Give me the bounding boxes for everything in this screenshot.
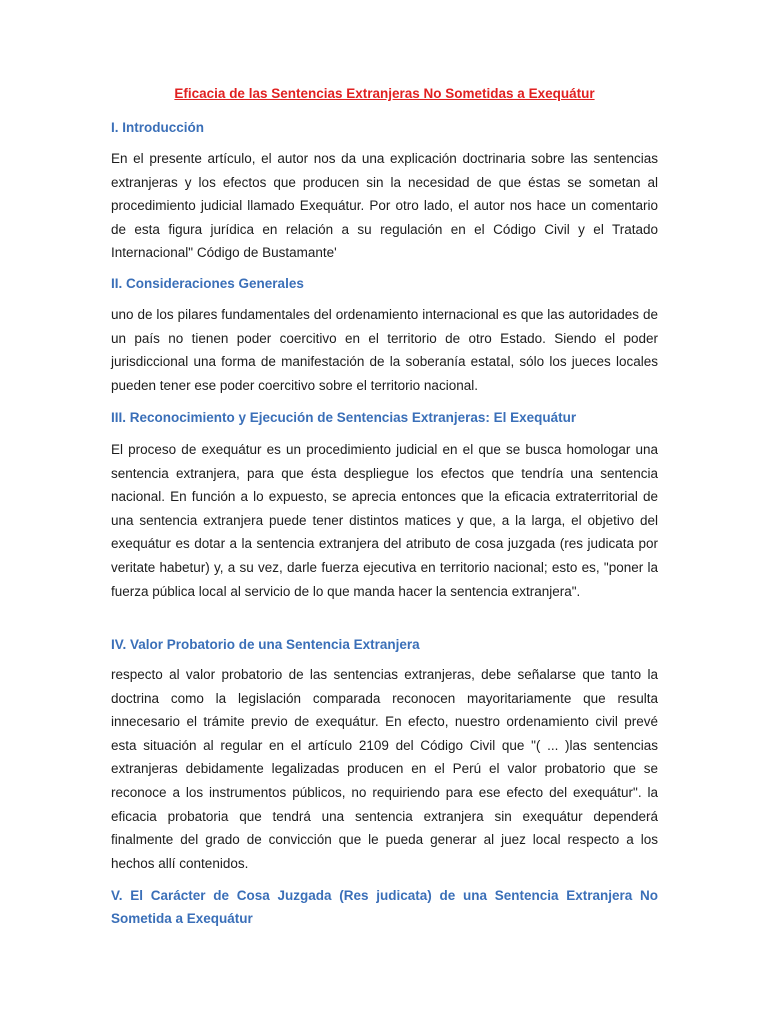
document-title: Eficacia de las Sentencias Extranjeras No Sometidas a Exequátur xyxy=(174,86,595,101)
section-body-valor-probatorio: respecto al valor probatorio de las sentencias extranjeras, debe señalarse que tanto la doctrina como la legislación comparada reconocen mayoritariamente que resulta innecesario el trámite previo de exequátur. En efecto, nuestro ordenamiento civil prevé esta situación al regular en el artículo 2109 del Código Civil que "( ... )las sentencias extranjeras debidamente legalizadas producen en el Perú el valor probatorio que se reconoce a los instrumentos públicos, no requiriendo para ese efecto del exequátur". la eficacia probatoria que tendrá una sentencia extranjera sin exequátur dependerá finalmente del grado de convicción que le pueda generar al juez local respecto a los hechos allí contenidos. xyxy=(111,667,658,871)
section-heading-introduccion: I. Introducción xyxy=(111,120,204,135)
section-body-consideraciones: uno de los pilares fundamentales del ordenamiento internacional es que las autoridades de un país no tienen poder coercitivo en el territorio de otro Estado. Siendo el poder jurisdiccional una forma de manifestación de la soberanía estatal, sólo los jueces locales pueden tener ese poder coercitivo sobre el territorio nacional. xyxy=(111,307,658,393)
section-body-introduccion: En el presente artículo, el autor nos da una explicación doctrinaria sobre las sentencias extranjeras y los efectos que producen sin la necesidad de que éstas se sometan al procedimiento judicial llamado Exequátur. Por otro lado, el autor nos hace un comentario de esta figura jurídica en relación a su regulación en el Código Civil y el Tratado Internacional" Código de Bustamante' xyxy=(111,151,658,261)
section-heading-valor-probatorio: IV. Valor Probatorio de una Sentencia Extranjera xyxy=(111,637,420,652)
section-body-reconocimiento: El proceso de exequátur es un procedimiento judicial en el que se busca homologar una sentencia extranjera, para que ésta despliegue los efectos que tendría una sentencia nacional. En función a lo expuesto, se aprecia entonces que la eficacia extraterritorial de una sentencia extranjera puede tener distintos matices y que, a la larga, el objetivo del exequátur es dotar a la sentencia extranjera del atributo de cosa juzgada (res judicata por veritate habetur) y, a su vez, darle fuerza ejecutiva en territorio nacional; esto es, "poner la fuerza pública local al servicio de lo que manda hacer la sentencia extranjera". xyxy=(111,442,658,599)
section-heading-reconocimiento: III. Reconocimiento y Ejecución de Sentencias Extranjeras: El Exequátur xyxy=(111,410,577,425)
section-heading-cosa-juzgada: V. El Carácter de Cosa Juzgada (Res judicata) de una Sentencia Extranjera No Sometida a Exequátur xyxy=(111,888,658,926)
section-heading-consideraciones: II. Consideraciones Generales xyxy=(111,276,304,291)
